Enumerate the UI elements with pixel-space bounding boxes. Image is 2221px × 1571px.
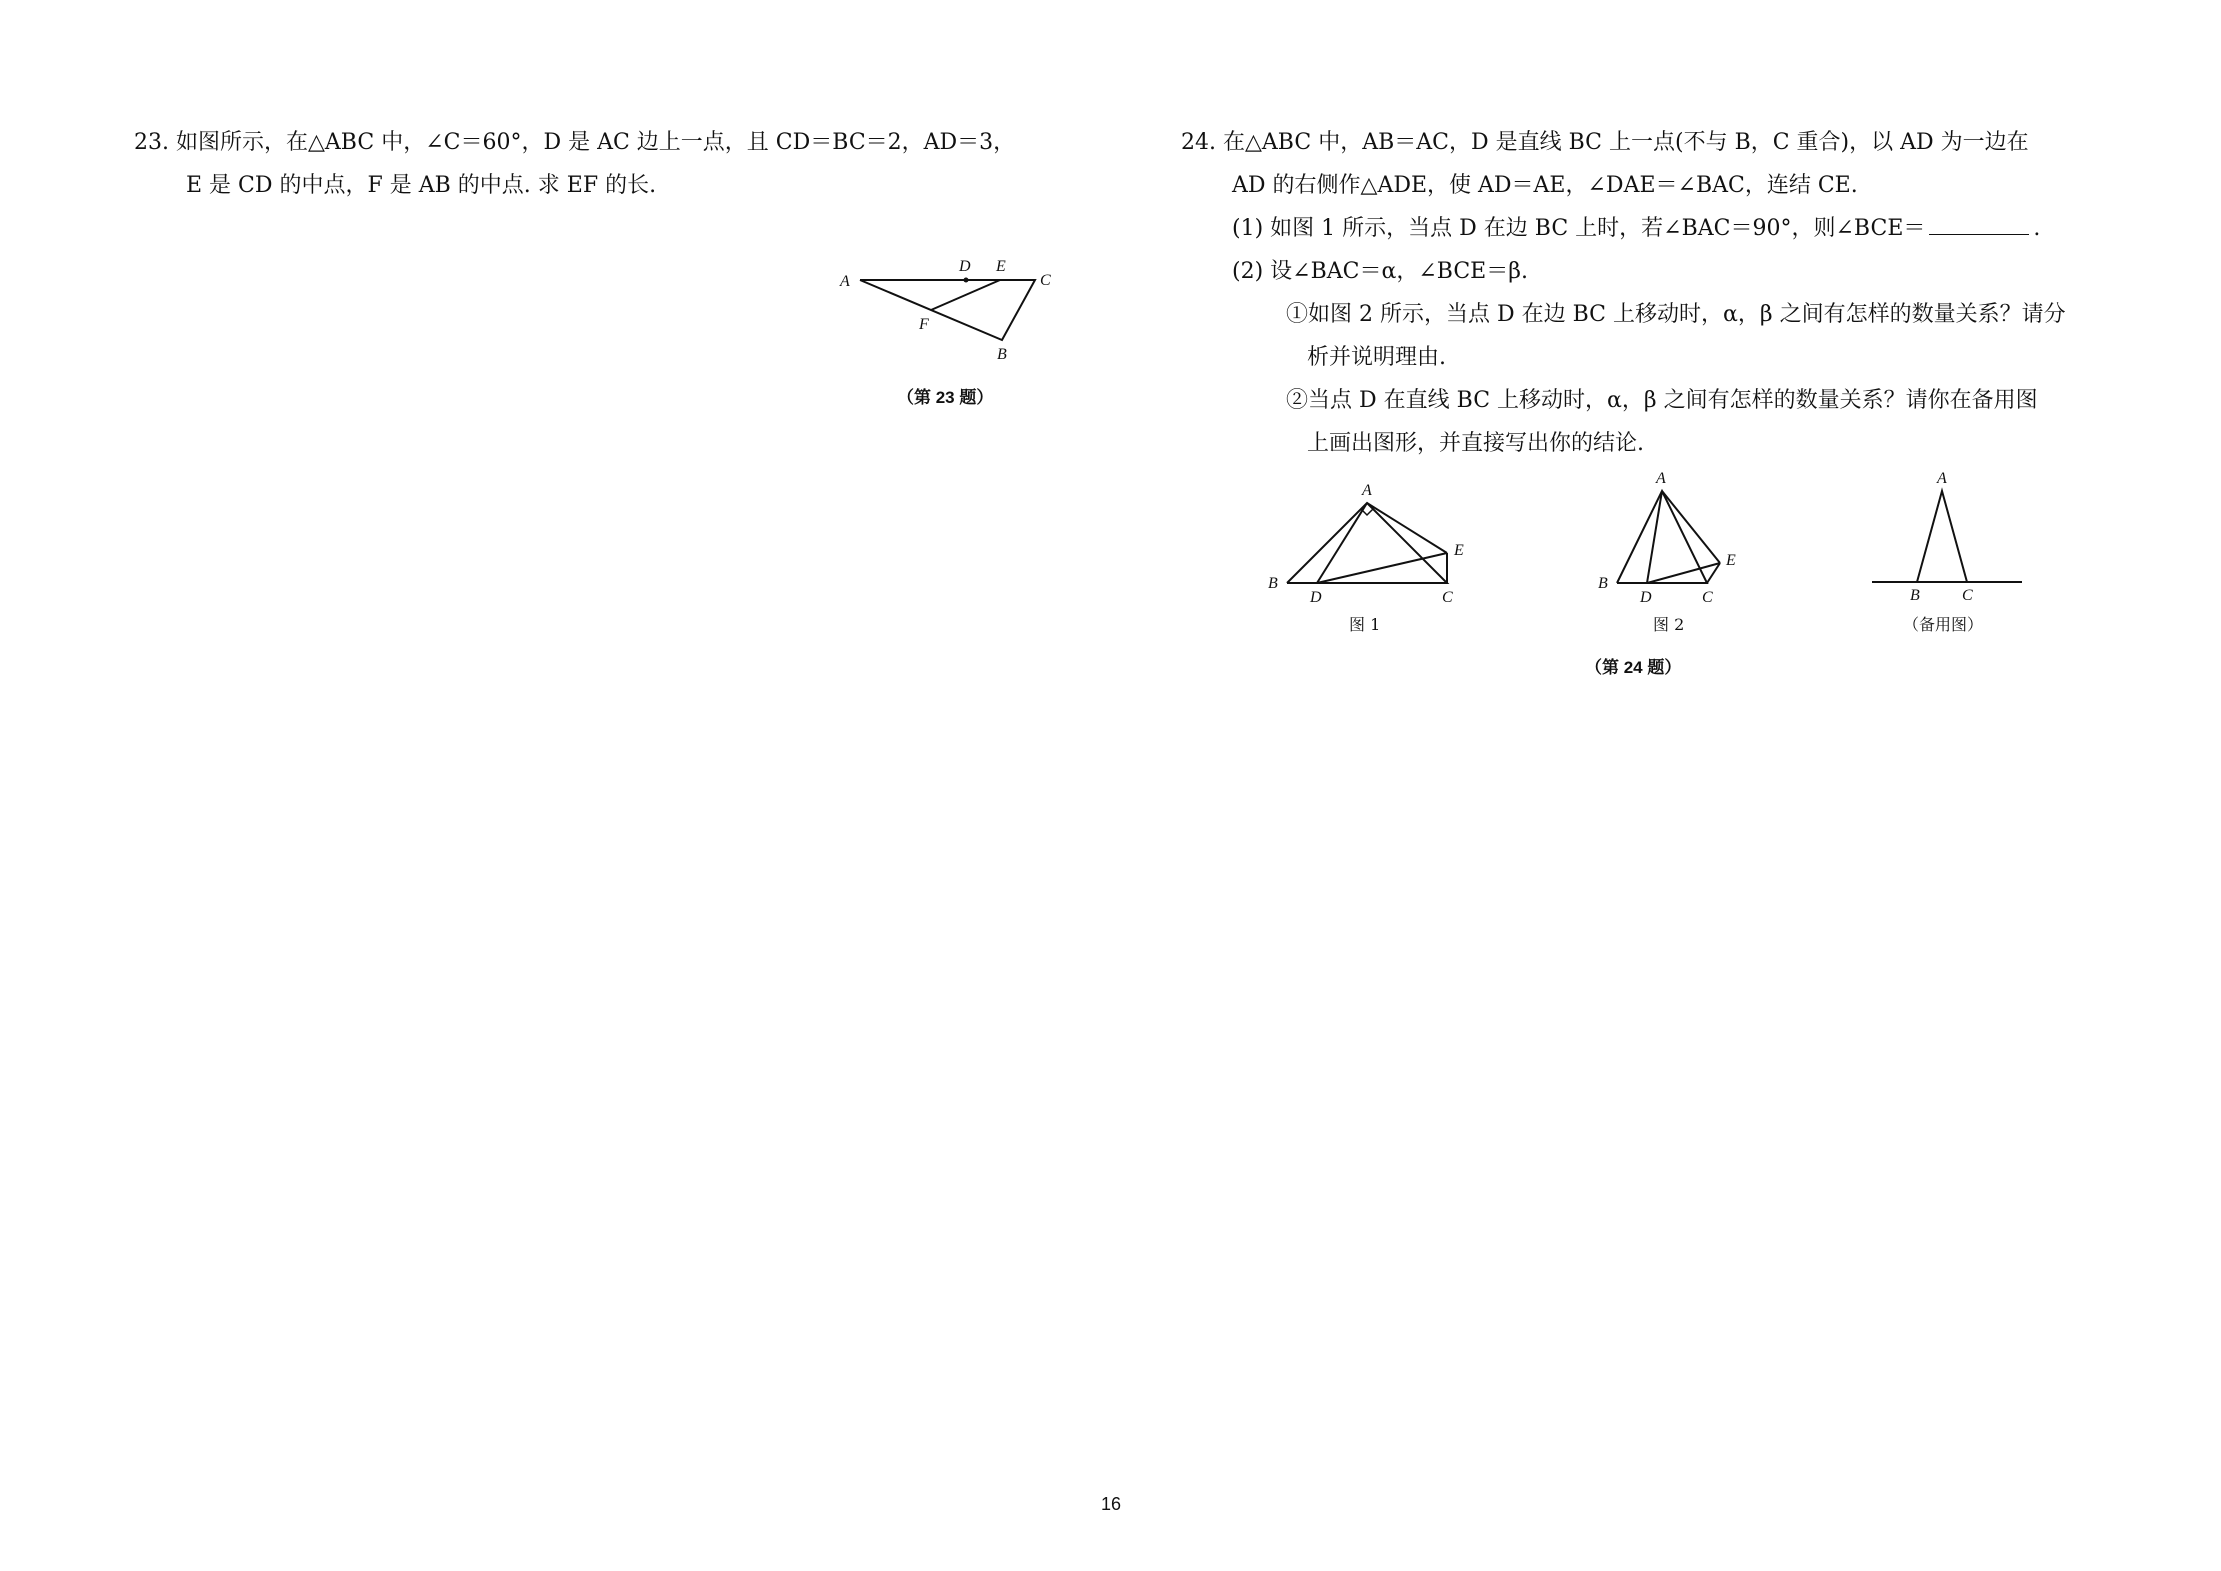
page-number: 16	[1101, 1494, 1122, 1514]
q24-line-2: AD 的右侧作△ADE，使 AD＝AE，∠DAE＝∠BAC，连结 CE.	[1232, 173, 1858, 198]
q24-spare-figure	[1862, 470, 2042, 604]
q23-label-a: A	[840, 273, 850, 290]
q23-segment-ef	[931, 280, 1000, 310]
fig1-label-d: D	[1310, 589, 1322, 606]
q23-caption: （第 23 题）	[897, 388, 994, 407]
fig1-segment-de	[1317, 553, 1447, 583]
spare-label-a: A	[1937, 470, 1947, 487]
spare-label-b: B	[1910, 587, 1920, 604]
q23-line-1: 23. 如图所示，在△ABC 中，∠C＝60°，D 是 AC 边上一点，且 CD＝BC＝2，AD＝3，	[134, 130, 1016, 155]
fig1-segment-ad	[1317, 503, 1367, 583]
q24-sub2-line-2: 上画出图形，并直接写出你的结论.	[1307, 431, 1644, 456]
q23-label-e: E	[996, 258, 1006, 275]
fig2-label-b: B	[1598, 575, 1608, 592]
fig1-right-angle-mark	[1361, 509, 1373, 515]
q23-label-b: B	[997, 346, 1007, 363]
q24-spare-figure-caption: （备用图）	[1903, 615, 1984, 634]
q24-figure-1-caption: 图 1	[1349, 615, 1381, 634]
fig2-triangle-abc	[1617, 491, 1707, 583]
q24-line-1: 24. 在△ABC 中，AB＝AC，D 是直线 BC 上一点(不与 B，C 重合)，以 AD 为一边在	[1181, 130, 2029, 155]
fig1-label-c: C	[1442, 589, 1453, 606]
q24-part-1-period: .	[2033, 216, 2041, 241]
fig1-label-e: E	[1454, 542, 1464, 559]
q23-label-d: D	[959, 258, 971, 275]
answer-blank	[1929, 214, 2029, 235]
spare-label-c: C	[1962, 587, 1973, 604]
q24-part-1	[1232, 214, 2040, 244]
fig2-label-a: A	[1656, 470, 1666, 487]
q24-sub2-line-1: ②当点 D 在直线 BC 上移动时，α，β 之间有怎样的数量关系？请你在备用图	[1286, 388, 2038, 413]
spare-triangle-abc	[1917, 491, 1967, 582]
q23-line-2: E 是 CD 的中点，F 是 AB 的中点. 求 EF 的长.	[186, 173, 657, 198]
q24-part-2: (2) 设∠BAC＝α，∠BCE＝β.	[1232, 259, 1528, 284]
fig2-label-d: D	[1640, 589, 1652, 606]
q24-sub1-line-1: ①如图 2 所示，当点 D 在边 BC 上移动时，α，β 之间有怎样的数量关系？请分	[1286, 302, 2066, 327]
q24-figure-1	[1262, 473, 1464, 606]
q24-figure-2-caption: 图 2	[1653, 615, 1685, 634]
q23-label-c: C	[1040, 272, 1051, 289]
q24-sub1-line-2: 析并说明理由.	[1307, 345, 1446, 370]
q23-point-d	[964, 278, 969, 283]
fig1-label-a: A	[1362, 482, 1372, 499]
fig2-label-c: C	[1702, 589, 1713, 606]
q23-triangle-outline	[860, 280, 1035, 340]
q24-part-1-text: (1) 如图 1 所示，当点 D 在边 BC 上时，若∠BAC＝90°，则∠BCE＝	[1232, 216, 1926, 241]
q24-caption: （第 24 题）	[1585, 658, 1682, 677]
q24-figure-2	[1592, 470, 1792, 606]
fig1-label-b: B	[1268, 575, 1278, 592]
fig1-segment-ae	[1367, 503, 1447, 553]
q23-label-f: F	[919, 316, 929, 333]
fig2-label-e: E	[1726, 552, 1736, 569]
q23-figure	[840, 255, 1060, 363]
